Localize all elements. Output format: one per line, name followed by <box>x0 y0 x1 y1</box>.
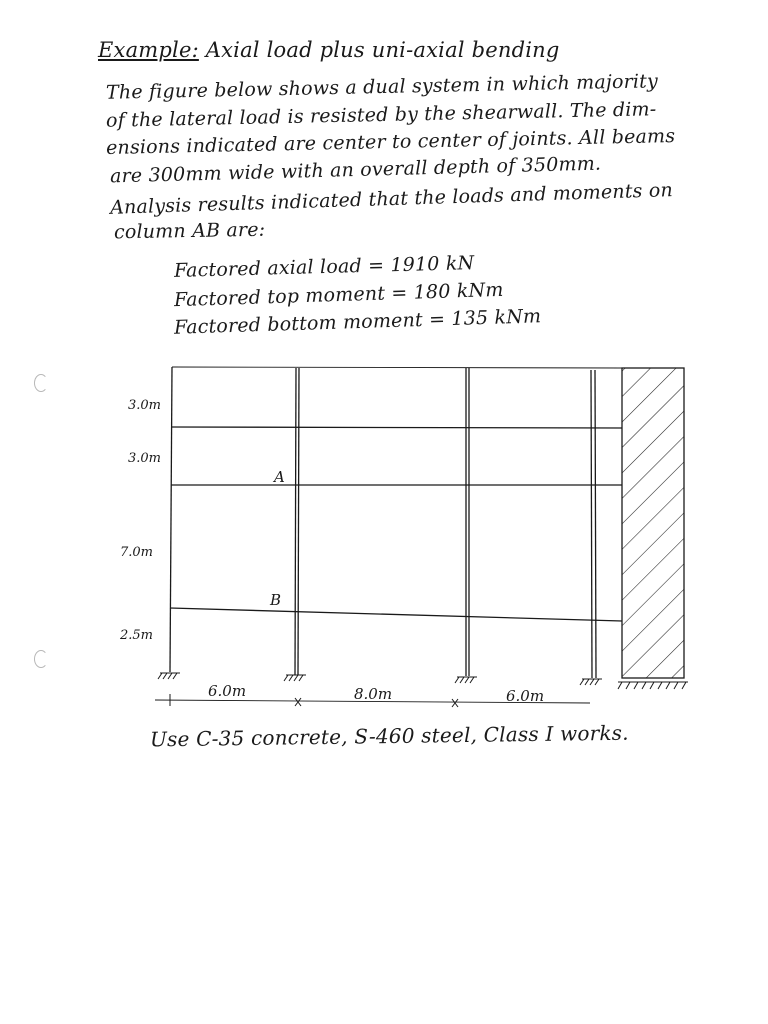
support-1 <box>158 673 180 679</box>
factored-bottom-moment: Factored bottom moment = 135 kNm <box>173 305 542 339</box>
column-2 <box>295 368 296 675</box>
factored-axial-load: Factored axial load = 1910 kN <box>173 252 475 282</box>
paragraph-line-4: are 300mm wide with an overall depth of 350mm. <box>109 152 602 188</box>
shear-wall <box>622 368 684 678</box>
column-2-inner <box>298 368 299 675</box>
title-prefix: Example: <box>98 38 199 62</box>
bay-width-2: 8.0m <box>354 685 393 703</box>
paragraph-line-5: Analysis results indicated that the loads and moments on <box>109 179 674 219</box>
paragraph-line-1: The figure below shows a dual system in which majority <box>105 70 659 104</box>
node-label-a: A <box>274 468 285 486</box>
factored-top-moment: Factored top moment = 180 kNm <box>173 278 504 312</box>
column-1 <box>170 367 172 672</box>
story-height-4: 2.5m <box>120 628 154 643</box>
story-height-3: 7.0m <box>120 545 154 560</box>
support-3 <box>455 677 477 683</box>
roof-line <box>172 367 622 368</box>
title-rest: Axial load plus uni-axial bending <box>205 38 560 62</box>
bay-width-1: 6.0m <box>208 682 247 700</box>
support-wall <box>618 682 688 689</box>
paragraph-line-6: column AB are: <box>113 218 266 244</box>
column-4 <box>591 370 592 678</box>
story-height-1: 3.0m <box>128 398 162 413</box>
beam-level-3 <box>172 427 622 428</box>
support-4 <box>580 679 602 685</box>
paragraph-line-2: of the lateral load is resisted by the shearwall. The dim- <box>105 98 657 132</box>
materials-note: Use C-35 concrete, S-460 steel, Class I works. <box>149 720 629 752</box>
bay-width-3: 6.0m <box>506 687 545 705</box>
column-4-inner <box>595 370 596 678</box>
story-height-2: 3.0m <box>128 451 162 466</box>
node-label-b: B <box>270 591 282 609</box>
support-2 <box>284 675 306 681</box>
paragraph-line-3: ensions indicated are center to center of joints. All beams <box>105 125 676 159</box>
beam-level-1 <box>170 608 622 621</box>
